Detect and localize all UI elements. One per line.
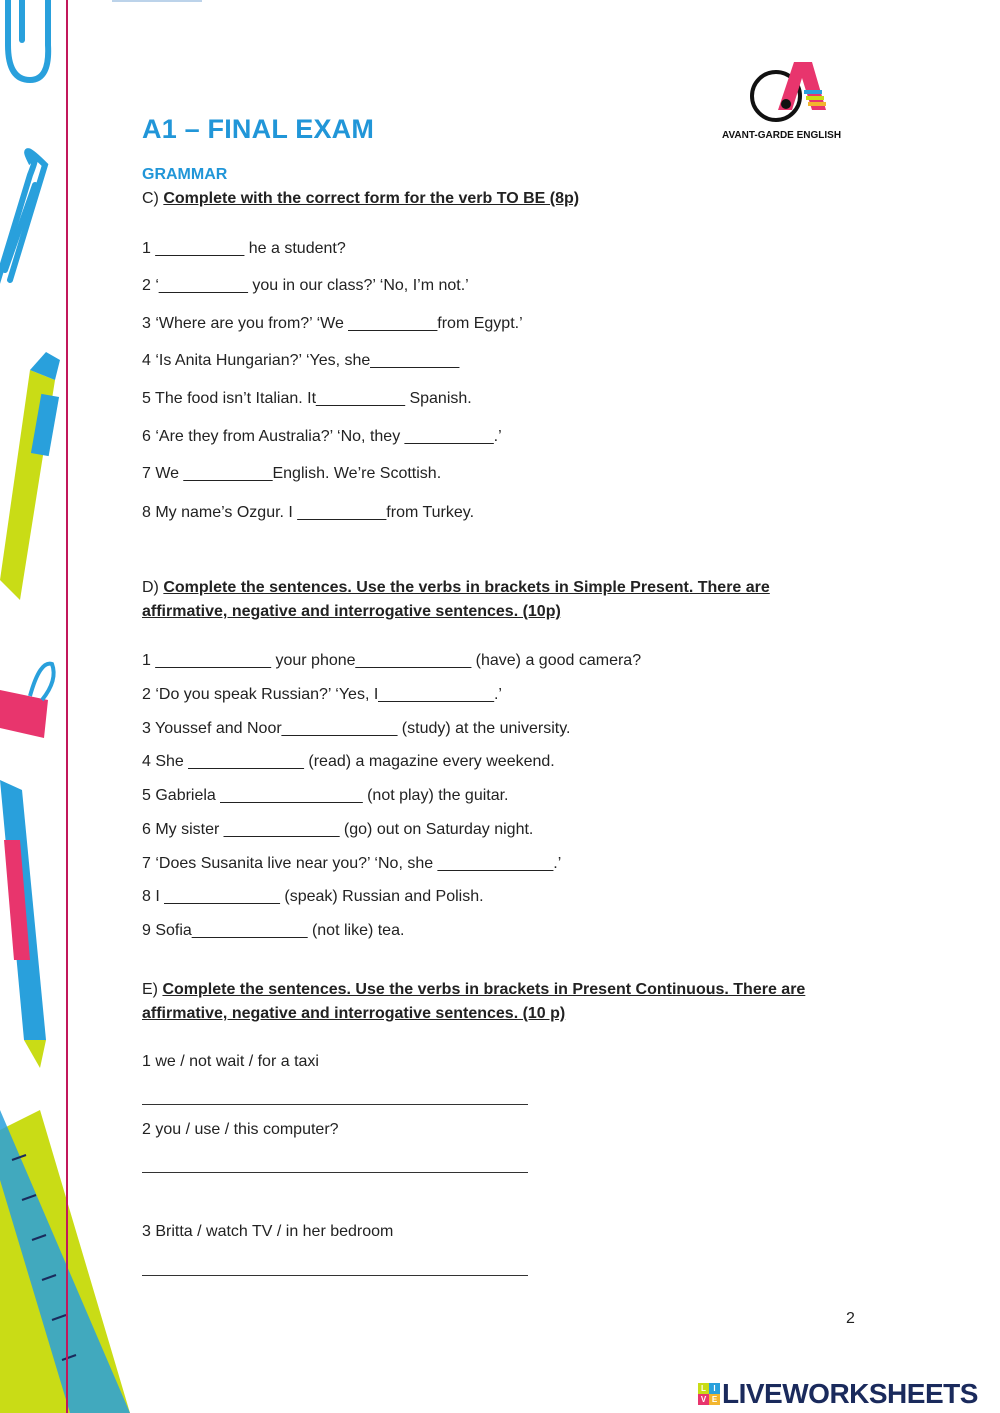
section-e-instruction (142, 981, 805, 999)
exercise-item: 2 ‘Do you speak Russian?’ ‘Yes, I_____________.’ (142, 686, 502, 703)
exercise-item: 3 ‘Where are you from?’ ‘We __________from Egypt.’ (142, 315, 523, 332)
exercise-item: 1 __________ he a student? (142, 240, 346, 257)
liveworksheets-icon: L I V E (698, 1383, 720, 1405)
pencil-icon (0, 780, 46, 1068)
exercise-item: 4 She _____________ (read) a magazine every weekend. (142, 753, 555, 770)
exercise-item: 3 Britta / watch TV / in her bedroom (142, 1223, 394, 1240)
section-c-instruction (142, 190, 579, 208)
exercise-item: 7 ‘Does Susanita live near you?’ ‘No, she _____________.’ (142, 855, 562, 872)
paperclip-icon (8, 0, 48, 80)
liveworksheets-brand[interactable] (698, 1378, 978, 1410)
exercise-item: 4 ‘Is Anita Hungarian?’ ‘Yes, she__________ (142, 352, 460, 369)
exercise-item: 8 I _____________ (speak) Russian and Polish. (142, 888, 484, 905)
binder-clip-icon (0, 664, 54, 738)
logo-text: AVANT-GARDE ENGLISH (722, 130, 842, 141)
answer-line[interactable] (142, 1275, 528, 1276)
exercise-item: 3 Youssef and Noor_____________ (study) at the university. (142, 720, 571, 737)
exercise-item: 2 you / use / this computer? (142, 1121, 339, 1138)
exercise-item: 9 Sofia_____________ (not like) tea. (142, 922, 405, 939)
page-title: A1 – FINAL EXAM (142, 114, 375, 144)
section-heading-grammar: GRAMMAR (142, 166, 228, 183)
exercise-item: 1 _____________ your phone_____________ (have) a good camera? (142, 652, 642, 669)
answer-line[interactable] (142, 1104, 528, 1105)
instruction-text: Complete the sentences. Use the verbs in brackets in Simple Present. There are (163, 579, 770, 596)
instruction-text: Complete the sentences. Use the verbs in brackets in Present Continuous. There are (162, 981, 806, 998)
instruction-text: affirmative, negative and interrogative sentences. (10p) (142, 603, 561, 620)
exercise-item: 1 we / not wait / for a taxi (142, 1053, 319, 1070)
highlighter-icon (0, 352, 60, 600)
stationery-decoration (0, 0, 140, 1413)
page-margin-line (66, 0, 68, 1413)
section-letter: D) (142, 579, 159, 596)
exercise-item: 5 The food isn’t Italian. It__________ Spanish. (142, 390, 472, 407)
brand-name: LIVEWORKSHEETS (722, 1378, 978, 1409)
top-rule (112, 0, 202, 2)
ruler-icon (0, 1110, 130, 1413)
exercise-item: 2 ‘__________ you in our class?’ ‘No, I’m not.’ (142, 277, 469, 294)
page-number: 2 (846, 1310, 855, 1327)
answer-line[interactable] (142, 1172, 528, 1173)
exercise-item: 7 We __________English. We’re Scottish. (142, 465, 442, 482)
paperclip-icon (0, 151, 45, 290)
section-d-instruction (142, 579, 770, 597)
instruction-text: Complete with the correct form for the verb TO BE (8p) (163, 190, 580, 207)
exercise-item: 6 My sister _____________ (go) out on Saturday night. (142, 821, 534, 838)
section-e-instruction-cont (142, 1005, 565, 1023)
section-letter: C) (142, 190, 159, 207)
exercise-item: 8 My name’s Ozgur. I __________from Turkey. (142, 504, 475, 521)
exercise-item: 6 ‘Are they from Australia?’ ‘No, they __________.’ (142, 428, 502, 445)
section-letter: E) (142, 981, 158, 998)
instruction-text: affirmative, negative and interrogative sentences. (10 p) (142, 1005, 566, 1022)
exercise-item: 5 Gabriela ________________ (not play) the guitar. (142, 787, 509, 804)
section-d-instruction-cont (142, 603, 561, 621)
